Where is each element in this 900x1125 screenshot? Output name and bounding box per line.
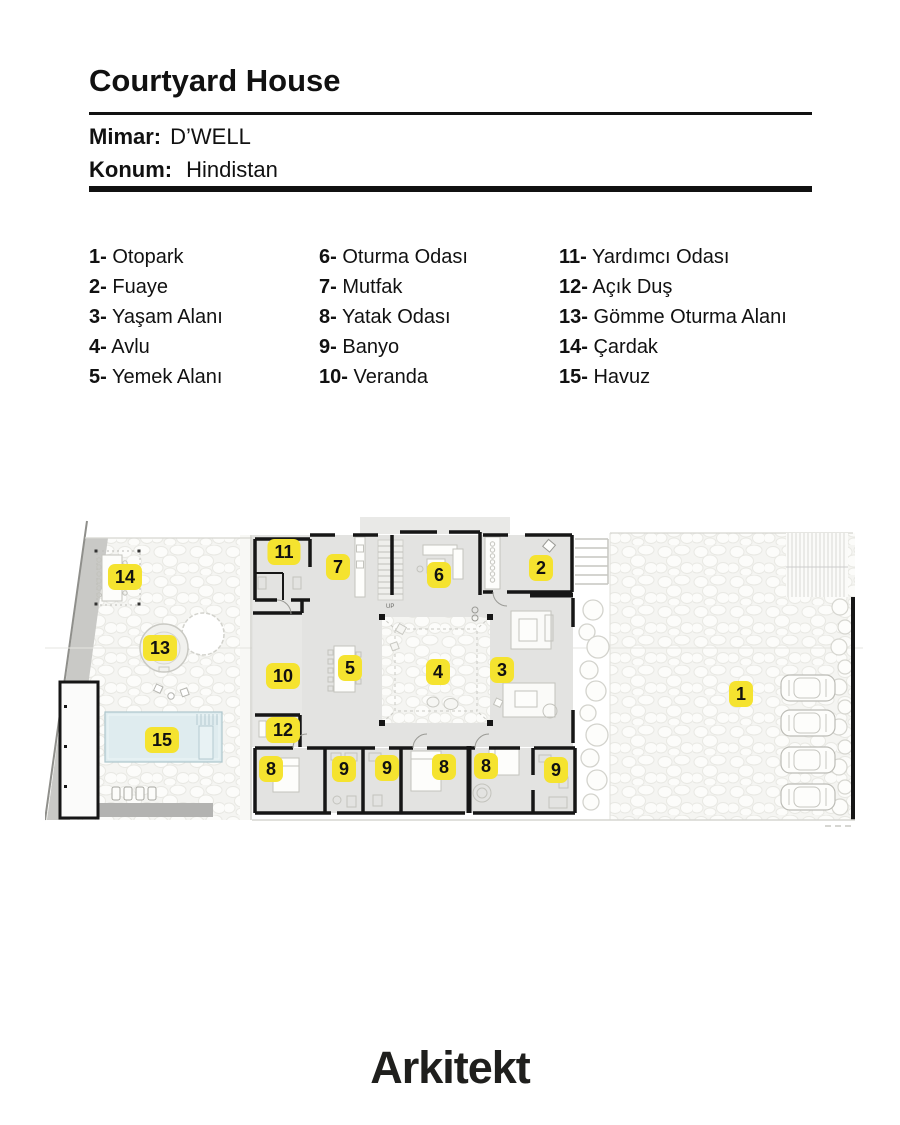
architect-line — [89, 124, 251, 150]
plan-label-9: 9 — [375, 755, 399, 781]
architect-value: D’WELL — [170, 124, 251, 149]
legend-item: 15- Havuz — [559, 366, 651, 388]
legend-item: 3- Yaşam Alanı — [89, 306, 223, 328]
plan-label-5: 5 — [338, 655, 362, 681]
legend-item: 12- Açık Duş — [559, 276, 673, 298]
legend-item: 6- Oturma Odası — [319, 246, 468, 268]
plan-label-8: 8 — [474, 753, 498, 779]
legend — [89, 242, 819, 392]
pool-steps — [199, 726, 213, 759]
legend-item: 9- Banyo — [319, 336, 400, 358]
legend-item: 5- Yemek Alanı — [89, 366, 223, 388]
location-line — [89, 157, 278, 183]
plan-label-11: 11 — [267, 539, 300, 565]
legend-item: 14- Çardak — [559, 336, 658, 358]
stairs-up-text: UP — [386, 604, 395, 610]
brand-logo: Arkitekt — [370, 1042, 530, 1093]
floor-plan-drawing — [45, 515, 863, 835]
legend-item: 10- Veranda — [319, 366, 428, 388]
legend-item: 8- Yatak Odası — [319, 306, 451, 328]
garden-path — [240, 535, 252, 820]
plan-label-8: 8 — [432, 754, 456, 780]
legend-item: 1- Otopark — [89, 246, 184, 268]
plan-label-3: 3 — [490, 657, 514, 683]
legend-item: 4- Avlu — [89, 336, 150, 358]
legend-item: 11- Yardımcı Odası — [559, 246, 730, 268]
floor-plan — [45, 515, 863, 835]
plan-label-14: 14 — [108, 564, 142, 590]
architect-label: Mimar: — [89, 124, 162, 149]
plan-label-6: 6 — [427, 562, 451, 588]
plan-label-7: 7 — [326, 554, 350, 580]
plan-label-12: 12 — [266, 717, 300, 743]
driveway-ramp — [786, 533, 848, 597]
legend-item: 7- Mutfak — [319, 276, 403, 298]
plan-label-8: 8 — [259, 756, 283, 782]
divider-thick — [89, 186, 812, 192]
legend-column — [89, 242, 319, 392]
deck-strip — [95, 803, 213, 817]
divider-thin — [89, 112, 812, 115]
page-title: Courtyard House — [89, 63, 341, 98]
garden-wall-structure — [60, 682, 98, 818]
plan-label-15: 15 — [145, 727, 179, 753]
legend-column — [319, 242, 559, 392]
plan-label-2: 2 — [529, 555, 553, 581]
legend-item: 2- Fuaye — [89, 276, 168, 298]
legend-column — [559, 242, 819, 392]
location-value: Hindistan — [186, 157, 278, 182]
tree-row — [579, 600, 609, 810]
plan-label-10: 10 — [266, 663, 300, 689]
entry-steps — [575, 539, 608, 584]
plan-label-9: 9 — [544, 757, 568, 783]
location-label: Konum: — [89, 157, 173, 182]
plan-label-13: 13 — [143, 635, 177, 661]
plan-label-9: 9 — [332, 756, 356, 782]
plan-label-1: 1 — [729, 681, 753, 707]
legend-item: 13- Gömme Oturma Alanı — [559, 306, 787, 328]
plan-label-4: 4 — [426, 659, 450, 685]
